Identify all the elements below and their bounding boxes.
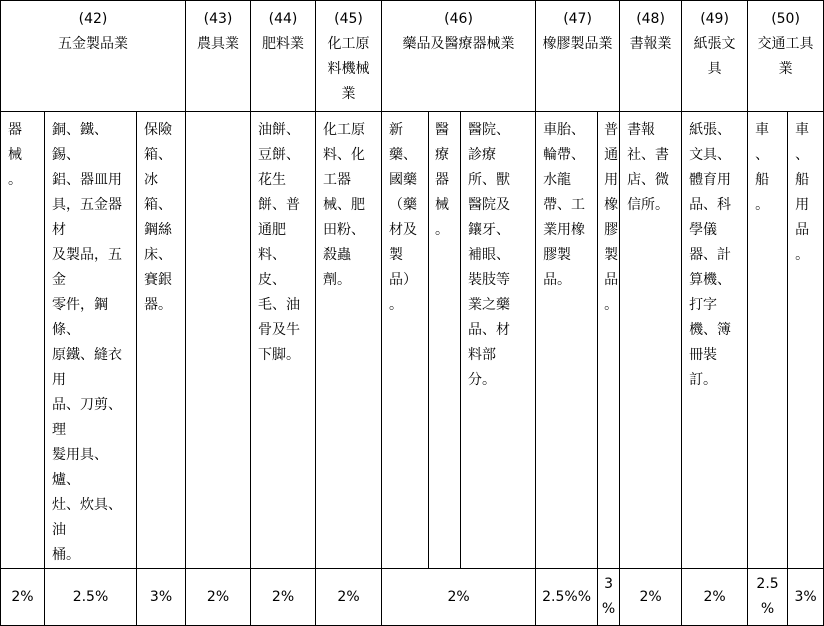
item-text-line: 械 (435, 197, 450, 213)
item-text-line: 國藥 (389, 172, 418, 188)
item-text-line: 床、 (144, 247, 172, 263)
item-text-line: 毛、油 (258, 297, 301, 313)
item-text-line: 通肥 (258, 222, 287, 238)
item-text-line: 船 (755, 172, 770, 188)
item-text-line: 。 (389, 297, 404, 313)
rate-cell: 2.5% (45, 569, 137, 626)
header-label: 料機械 (327, 61, 370, 77)
item-text-line: 料、 (258, 247, 287, 263)
header-label: 具 (707, 61, 722, 77)
item-text-line: 車胎、 (543, 122, 586, 138)
item-text-line: 鑲牙、 (468, 222, 511, 238)
rate-cell: 3% (137, 569, 186, 626)
rate-row (1, 569, 824, 626)
item-text-line: 水龍 (543, 172, 572, 188)
items-cell (682, 112, 748, 569)
header-48 (620, 1, 682, 112)
rate-cell: 2% (1, 569, 45, 626)
header-50 (748, 1, 824, 112)
item-text-line: 。 (604, 297, 619, 313)
header-num: (46) (444, 11, 473, 27)
item-text-line: 車 (795, 122, 810, 138)
rate-cell: 2% (316, 569, 382, 626)
item-text-line: 餅、普 (258, 197, 301, 213)
item-text-line: 。 (795, 247, 810, 263)
item-text-line: 工器 (323, 172, 352, 188)
item-text-line: 文具、 (689, 147, 732, 163)
item-text-line: 品、科 (689, 197, 732, 213)
item-text-line: 原鐵、縫衣用 (52, 347, 122, 388)
header-row (1, 1, 824, 112)
item-text-line: 。 (755, 197, 770, 213)
item-text-line: 品、刀剪、理 (52, 397, 122, 438)
item-text-line: 品 (604, 272, 619, 288)
item-text-line: 船 (795, 172, 810, 188)
item-text-line: 田粉、 (323, 222, 366, 238)
item-text-line: 化工原 (323, 122, 366, 138)
item-text-line: 殺蟲 (323, 247, 352, 263)
items-cell (1, 112, 45, 569)
header-label: 橡膠製品業 (542, 36, 613, 52)
item-text-line: 花生 (258, 172, 287, 188)
item-text-line: 具，五金器材 (52, 197, 122, 238)
items-cell (461, 112, 536, 569)
header-label: 紙張文 (693, 36, 736, 52)
rate-cell: 2% (620, 569, 682, 626)
items-cell (137, 112, 186, 569)
header-num: (44) (268, 11, 298, 27)
item-text-line: 業之藥 (468, 297, 511, 313)
item-text-line: 髮用具、爐、 (52, 447, 108, 488)
item-text-line: 零件，鋼條、 (52, 297, 108, 338)
items-cell (788, 112, 824, 569)
item-text-line: 社、書 (627, 147, 670, 163)
header-label: 書報業 (629, 36, 672, 52)
item-text-line: 醫 (435, 122, 450, 138)
item-text-line: 冰 (144, 172, 158, 188)
header-num: (50) (771, 11, 800, 27)
rate-value: 3 (604, 576, 614, 592)
item-text-line: 料、化 (323, 147, 366, 163)
item-text-line: 、 (795, 147, 810, 163)
item-text-line: 橡 (604, 197, 619, 213)
item-text-line: 醫院、 (468, 122, 511, 138)
header-43 (186, 1, 251, 112)
item-text-line: 分。 (468, 372, 497, 388)
header-num: (45) (334, 11, 363, 27)
header-num: (42) (78, 11, 108, 27)
item-text-line: 骨及牛 (258, 322, 301, 338)
rate-value: % (601, 601, 616, 617)
item-text-line: 診療 (468, 147, 497, 163)
item-text-line: 鋁、器皿用 (52, 172, 122, 188)
items-cell (316, 112, 382, 569)
item-text-line: （藥 (389, 197, 418, 213)
item-text-line: 鋼絲 (144, 222, 172, 238)
rate-cell: 3% (788, 569, 824, 626)
header-label: 農具業 (197, 36, 240, 52)
item-text-line: 膠製 (543, 247, 572, 263)
item-text-line: 訂。 (689, 372, 718, 388)
items-cell (536, 112, 598, 569)
item-text-line: 箱、 (144, 197, 172, 213)
header-num: (48) (636, 11, 665, 27)
item-text-line: 新 (389, 122, 404, 138)
header-44 (251, 1, 316, 112)
header-label: 化工原 (327, 36, 370, 52)
items-row (1, 112, 824, 569)
item-text-line: 品、材 (468, 322, 511, 338)
rate-cell: 2% (251, 569, 316, 626)
item-text-line: 補眼、 (468, 247, 511, 263)
item-text-line: 皮、 (258, 272, 287, 288)
header-49 (682, 1, 748, 112)
item-text-line: 器 (435, 172, 450, 188)
item-text-line: 。 (8, 172, 22, 188)
header-47 (536, 1, 620, 112)
item-text-line: 機、簿 (689, 322, 732, 338)
item-text-line: 保險 (144, 122, 172, 138)
item-text-line: 器。 (144, 297, 172, 313)
item-text-line: 銅、鐵、錫、 (52, 122, 108, 163)
item-text-line: 器 (8, 122, 22, 138)
item-text-line: 醫院及 (468, 197, 511, 213)
header-num: (43) (203, 11, 233, 27)
item-text-line: 製 (604, 247, 619, 263)
items-cell (620, 112, 682, 569)
header-label: 藥品及醫療器械業 (402, 36, 515, 52)
item-text-line: 膠 (604, 222, 619, 238)
header-num: (49) (700, 11, 729, 27)
item-text-line: 帶、工 (543, 197, 586, 213)
rate-value: % (760, 601, 775, 617)
item-text-line: 品 (795, 222, 810, 238)
items-cell (186, 112, 251, 569)
rate-cell: 2% (682, 569, 748, 626)
header-42 (1, 1, 186, 112)
item-text-line: 械 (8, 147, 22, 163)
items-cell (748, 112, 788, 569)
items-cell (45, 112, 137, 569)
item-text-line: 及製品，五金 (52, 247, 122, 288)
item-text-line: 書報 (627, 122, 656, 138)
rate-cell: 2% (382, 569, 536, 626)
item-text-line: 下脚。 (258, 347, 301, 363)
item-text-line: 信所。 (627, 197, 670, 213)
header-label: 交通工具 (757, 36, 814, 52)
item-text-line: 店、微 (627, 172, 670, 188)
rate-value: 2.5 (756, 576, 779, 592)
item-text-line: 用 (604, 172, 619, 188)
rate-cell (598, 569, 620, 626)
item-text-line: 打字 (689, 297, 718, 313)
item-text-line: 、 (755, 147, 770, 163)
item-text-line: 裝肢等 (468, 272, 511, 288)
item-text-line: 算機、 (689, 272, 732, 288)
header-label: 業 (778, 61, 793, 77)
rate-cell (748, 569, 788, 626)
item-text-line: 械、肥 (323, 197, 366, 213)
item-text-line: 豆餅、 (258, 147, 301, 163)
item-text-line: 油餅、 (258, 122, 301, 138)
item-text-line: 業用橡 (543, 222, 586, 238)
item-text-line: 品。 (543, 272, 572, 288)
header-num: (47) (563, 11, 592, 27)
header-label: 業 (341, 86, 356, 102)
item-text-line: 器、計 (689, 247, 732, 263)
header-46 (382, 1, 536, 112)
header-45 (316, 1, 382, 112)
item-text-line: 車 (755, 122, 770, 138)
items-cell (382, 112, 429, 569)
header-label: 五金製品業 (58, 36, 129, 52)
item-text-line: 冊裝 (689, 347, 718, 363)
item-text-line: 製 (389, 247, 404, 263)
item-text-line: 所、獸 (468, 172, 511, 188)
items-cell (598, 112, 620, 569)
item-text-line: 。 (435, 222, 450, 238)
item-text-line: 材及 (389, 222, 418, 238)
item-text-line: 學儀 (689, 222, 718, 238)
item-text-line: 通 (604, 147, 619, 163)
item-text-line: 劑。 (323, 272, 352, 288)
item-text-line: 用 (795, 197, 810, 213)
items-cell (251, 112, 316, 569)
rate-cell: 2.5%% (536, 569, 598, 626)
item-text-line: 療 (435, 147, 450, 163)
item-text-line: 桶。 (52, 547, 80, 563)
item-text-line: 藥、 (389, 147, 418, 163)
header-label: 肥料業 (262, 36, 305, 52)
item-text-line: 箱、 (144, 147, 172, 163)
item-text-line: 紙張、 (689, 122, 732, 138)
item-text-line: 體育用 (689, 172, 732, 188)
item-text-line: 普 (604, 122, 619, 138)
item-text-line: 輪帶、 (543, 147, 586, 163)
item-text-line: 料部 (468, 347, 497, 363)
item-text-line: 品） (389, 272, 418, 288)
item-text-line: 賽銀 (144, 272, 172, 288)
items-cell (429, 112, 461, 569)
rate-cell: 2% (186, 569, 251, 626)
item-text-line: 灶、炊具、油 (52, 497, 122, 538)
